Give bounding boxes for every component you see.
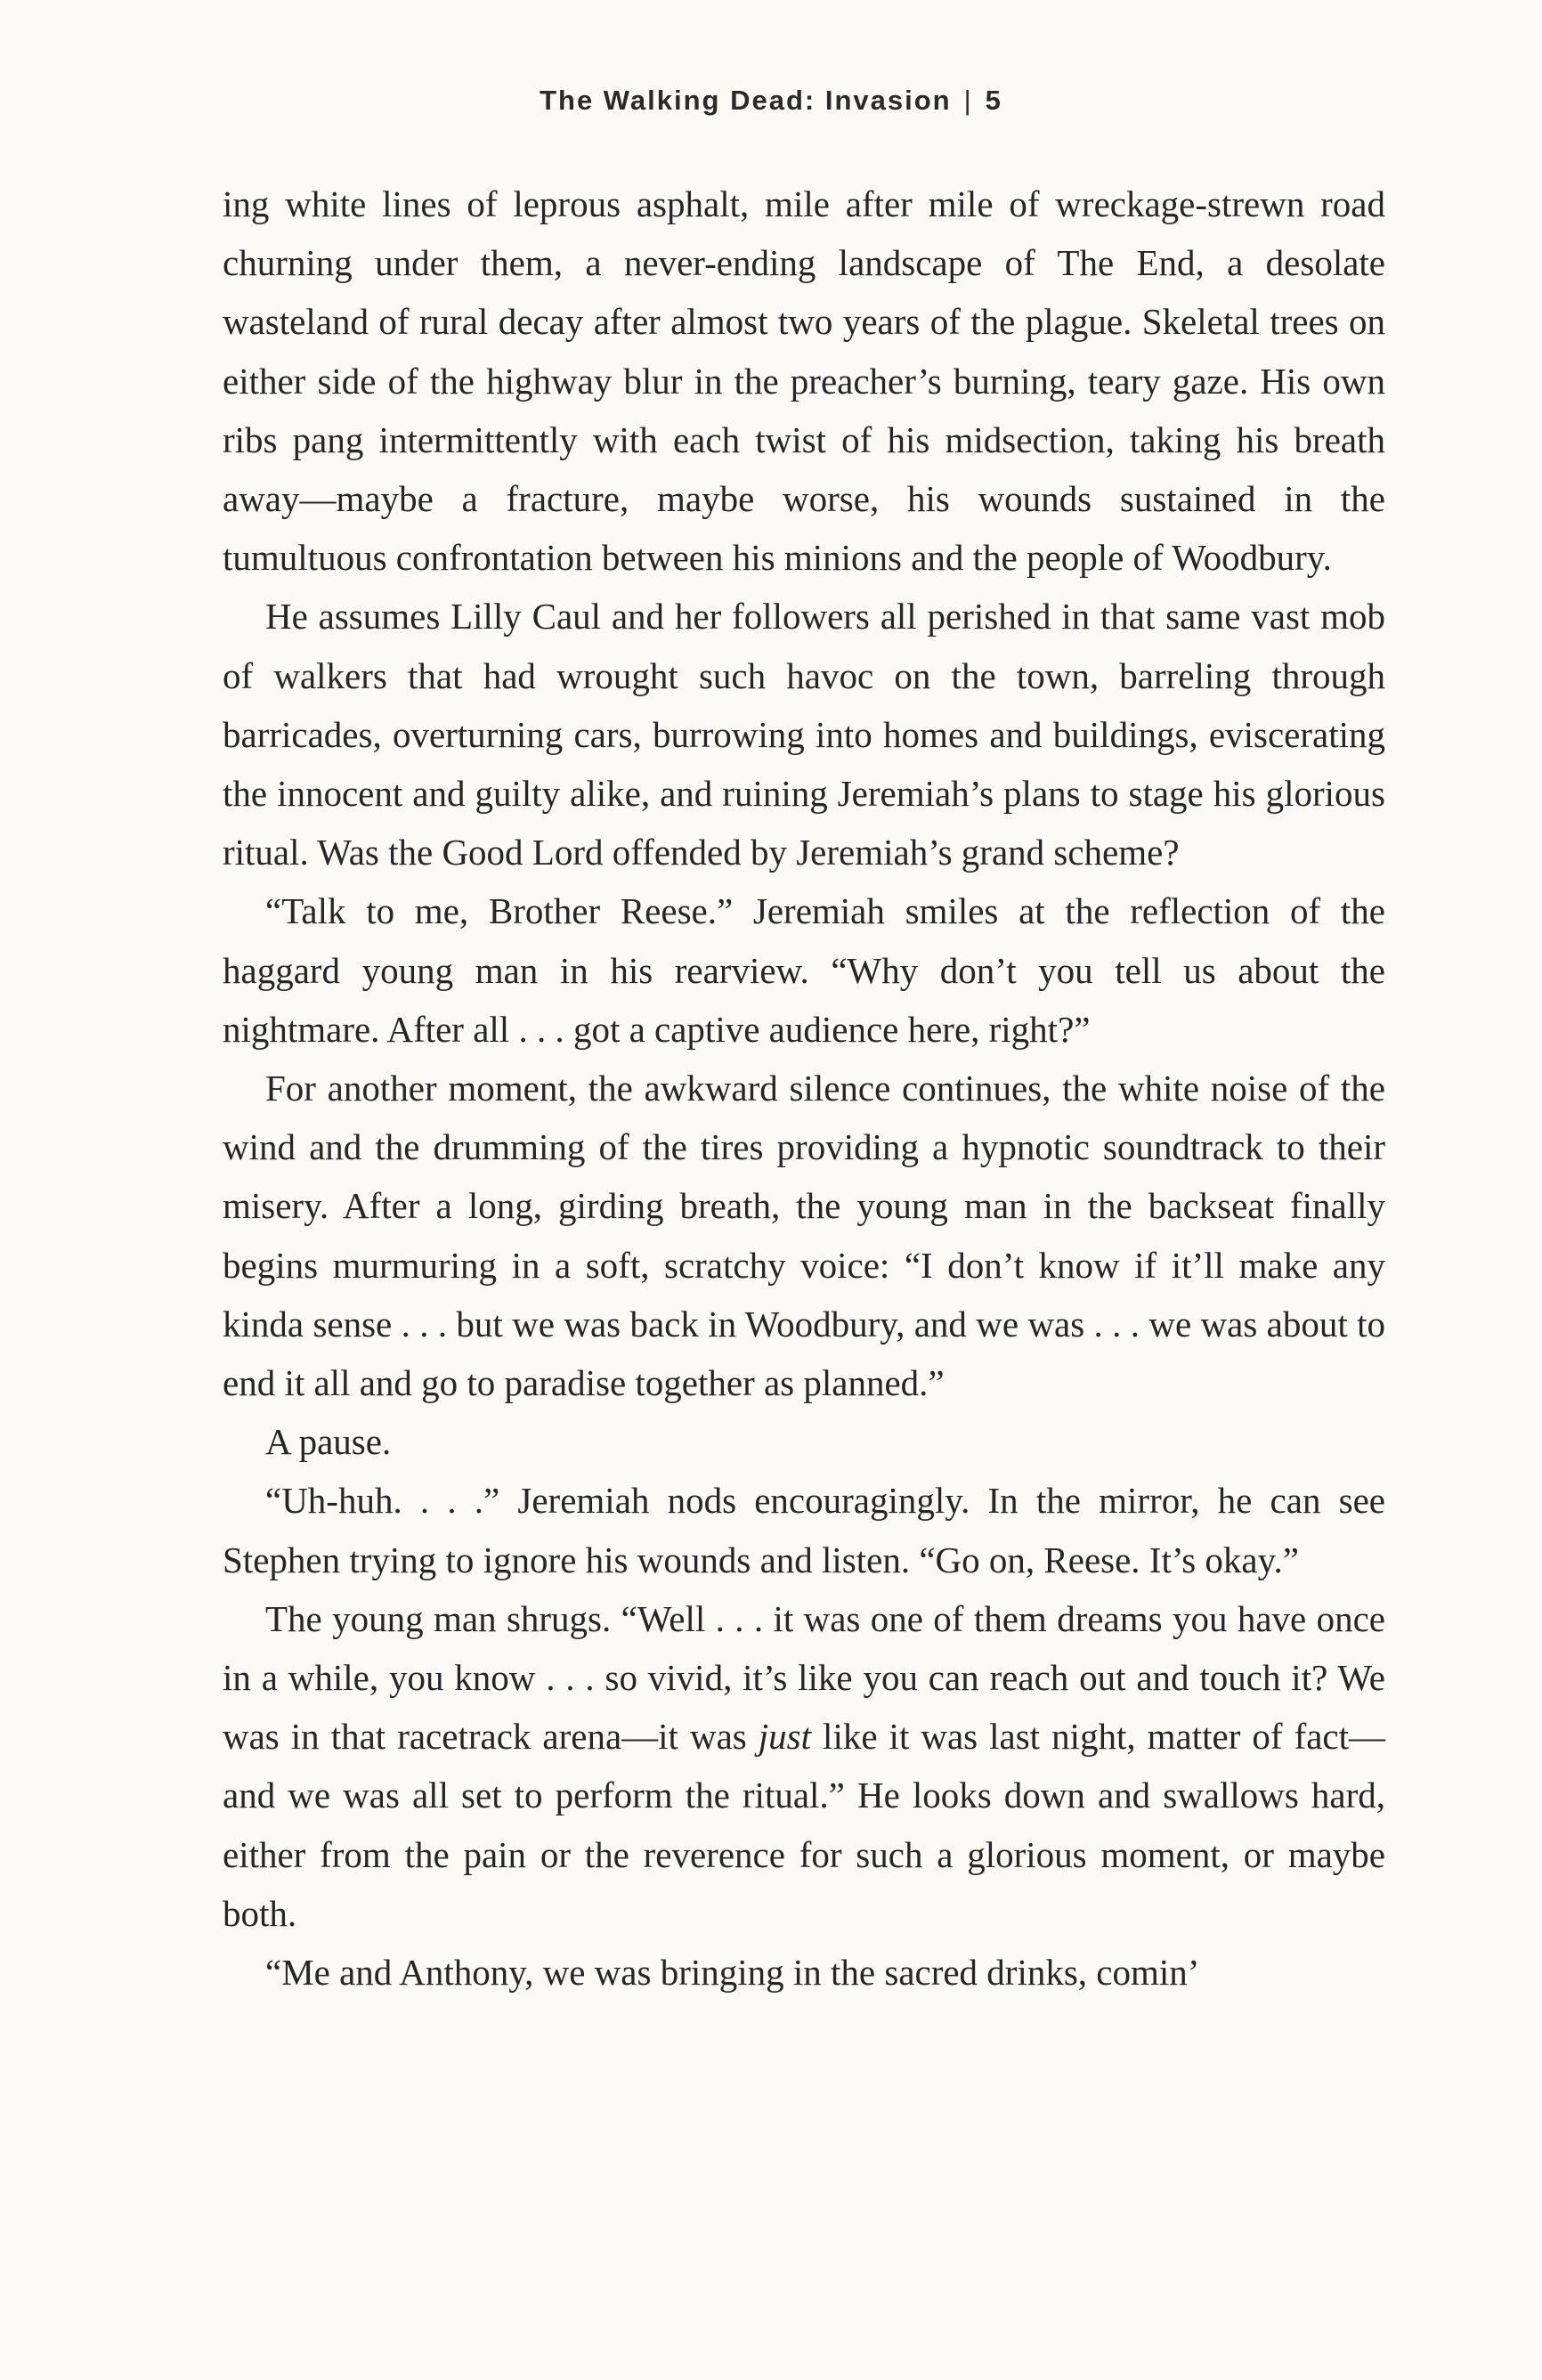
paragraph: He assumes Lilly Caul and her followers all perished in that same vast mob of walkers that had wrought such havoc on the town, barreling through barricades, overturning cars, burrowing into homes and buildings, eviscerating the innocent and guilty alike, and ruining Jeremiah’s plans to stage his glorious ritual. Was the Good Lord offended by Jeremiah’s grand scheme? <box>223 596 1385 873</box>
paragraph: A pause. <box>265 1421 392 1463</box>
paragraph: “Me and Anthony, we was bringing in the sacred drinks, comin’ <box>265 1952 1200 1994</box>
body-text <box>223 175 1385 2002</box>
paragraph: ing white lines of leprous asphalt, mile after mile of wreckage-strewn road churning under them, a never-ending landscape of The End, a desolate wasteland of rural decay after almost two years of the plague. Skeletal trees on either side of the highway blur in the preacher’s burning, teary gaze. His own ribs pang intermittently with each twist of his midsection, taking his breath away—maybe a fracture, maybe worse, his wounds sustained in the tumultuous confrontation between his minions and the people of Woodbury. <box>223 183 1385 579</box>
book-title: The Walking Dead: Invasion <box>540 85 952 116</box>
paragraph-text: The young man shrugs. “Well . . . it was one of them dreams you have once in a while, you know . . . so vivid, it’s like you can reach out and touch it? We was in that racetrack arena—it was <box>223 1597 1385 1758</box>
page-number: 5 <box>985 85 1002 116</box>
paragraph <box>223 1589 1385 1943</box>
paragraph-text: like it was last night, matter of fact—and we was all set to perform the ritual.” He looks down and swallows hard, either from the pain or the reverence for such a glorious moment, or maybe both. <box>223 1716 1386 1934</box>
paragraph: For another moment, the awkward silence continues, the white noise of the wind and the drumming of the tires providing a hypnotic soundtrack to their misery. After a long, girding breath, the young man in the backseat finally begins murmuring in a soft, scratchy voice: “I don’t know if it’ll make any kinda sense . . . but we was back in Woodbury, and we was . . . we was about to end it all and go to paradise together as planned.” <box>223 1068 1385 1404</box>
header-separator: | <box>963 85 973 116</box>
emphasis-text: just <box>758 1716 812 1758</box>
running-head <box>0 85 1542 117</box>
paragraph: “Talk to me, Brother Reese.” Jeremiah smiles at the reflection of the haggard young man in his rearview. “Why don’t you tell us about the nightmare. After all . . . got a captive audience here, right?” <box>223 890 1385 1050</box>
paragraph: “Uh-huh. . . .” Jeremiah nods encouragingly. In the mirror, he can see Stephen trying to ignore his wounds and listen. “Go on, Reese. It’s okay.” <box>223 1480 1385 1580</box>
